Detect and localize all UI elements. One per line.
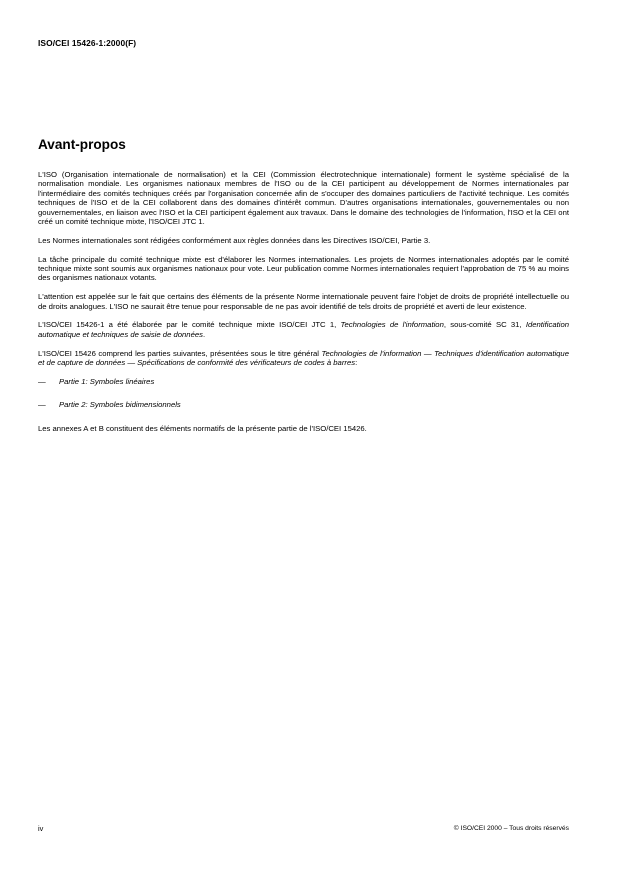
document-id-header: ISO/CEI 15426-1:2000(F) <box>38 38 137 48</box>
parts-intro-text: L'ISO/CEI 15426 comprend les parties suivantes, présentées sous le titre général <box>38 348 322 358</box>
paragraph-annexes: Les annexes A et B constituent des éléments normatifs de la présente partie de l'ISO/CEI 15426. <box>38 423 367 433</box>
page-number: iv <box>38 824 44 833</box>
paragraph-parts-intro <box>38 349 569 368</box>
subcommittee-title: Identification automatique et techniques de saisie de données <box>38 320 569 339</box>
paragraph-main-task: La tâche principale du comité technique mixte est d'élaborer les Normes internationales. Les projets de Normes internationales adoptés par le comité technique mixte sont soumis aux organismes nationaux pour vote. Leur publication comme Normes internationales requiert l'approbation de 75 % au moins des organismes nationaux votants. <box>38 254 569 283</box>
list-item <box>38 400 569 409</box>
foreword-body <box>38 170 569 442</box>
prepared-by-text: L'ISO/CEI 15426-1 a été élaborée par le comité technique mixte ISO/CEI JTC 1, <box>38 320 341 330</box>
part-1-title: Partie 1: Symboles linéaires <box>59 376 155 386</box>
part-2-title: Partie 2: Symboles bidimensionnels <box>59 400 181 410</box>
general-title: Technologies de l'information — Techniques d'identification automatique et de capture de données — Spécifications de conformité des vérificateurs de codes à barres <box>38 348 569 368</box>
committee-title: Technologies de l'information <box>340 320 444 330</box>
subcommittee-text: , sous-comité SC 31, <box>443 320 526 330</box>
paragraph-prepared-by <box>38 320 569 339</box>
list-dash: — <box>38 376 46 386</box>
copyright-notice: © ISO/CEI 2000 – Tous droits réservés <box>453 825 569 832</box>
list-item <box>38 377 569 386</box>
list-dash: — <box>38 400 46 410</box>
colon: : <box>355 358 358 368</box>
page-title: Avant-propos <box>38 137 126 152</box>
paragraph-directives: Les Normes internationales sont rédigées conformément aux règles données dans les Directives ISO/CEI, Partie 3. <box>38 235 431 245</box>
paragraph-patent-rights: L'attention est appelée sur le fait que certains des éléments de la présente Norme internationale peuvent faire l'objet de droits de propriété intellectuelle ou de droits analogues. L'ISO ne saurait être tenue pour responsable de ne pas avoir identifié de tels droits de propriété et averti de leur existence. <box>38 292 569 311</box>
paragraph-organizations: L'ISO (Organisation internationale de normalisation) et la CEI (Commission électrotechnique internationale) forment le système spécialisé de la normalisation mondiale. Les organismes nationaux membres de l'ISO ou de la CEI participent au développement de Normes internationales par l'intermédiaire des comités techniques créés par l'organisation concernée afin de s'occuper des domaines particuliers de l'activité technique. Les comités techniques de l'ISO et de la CEI collaborent dans des domaines d'intérêt commun. D'autres organisations internationales, gouvernementales ou non gouvernementales, en liaison avec l'ISO et la CEI participent également aux travaux. Dans le domaine des technologies de l'information, l'ISO et la CEI ont créé un comité technique mixte, l'ISO/CEI JTC 1. <box>38 170 569 227</box>
sentence-end: . <box>202 329 206 339</box>
